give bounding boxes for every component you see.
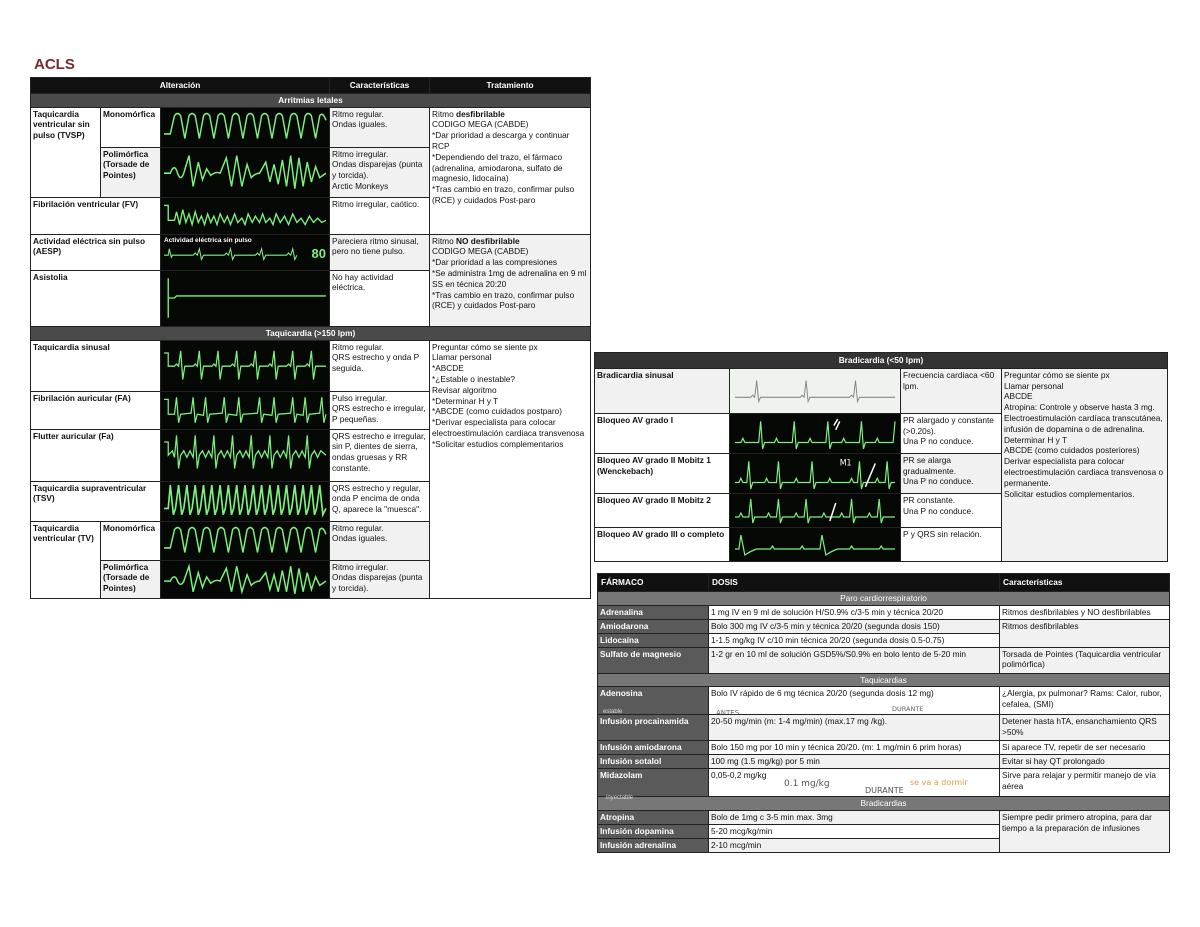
midazolam-durante-note: DURANTE: [865, 786, 904, 795]
ecg-av2m2: [730, 493, 901, 527]
ecg-tvsp-mono: [161, 107, 330, 147]
ecg-trace: [731, 415, 899, 451]
ecg-av2m1: [730, 453, 901, 493]
tachy-treatment: Preguntar cómo se siente px Llamar personal *ABCDE *¿Estable o inestable? Revisar algoritmo *Determinar H y T *ABCDE (como cuidados postparo) *Derivar especialista para colocar electroestimulación cardiaca transvenosa *Solicitar estudios complementarios: [430, 340, 591, 598]
drug-dose: 5-20 mcg/kg/min: [709, 825, 1000, 839]
ecg-trace: [162, 562, 328, 596]
aesp-char: Pareciera ritmo sinusal, pero no tiene pulso.: [330, 234, 430, 270]
ecg-trace: [162, 483, 328, 519]
drug-section-paro: Paro cardiorrespiratorio: [598, 591, 1170, 605]
adenosina-durante-note: DURANTE: [892, 705, 924, 713]
drug-char: Torsada de Pointes (Taquicardia ventricular polimórfica): [1000, 647, 1170, 673]
av1-label: Bloqueo AV grado I: [595, 413, 730, 453]
aesp-monitor-value: 80: [311, 245, 327, 261]
drug-dose: Bolo 150 mg por 10 min y técnica 20/20. (m: 1 mg/min 6 prim horas): [709, 741, 1000, 755]
drug-char: Evitar si hay QT prolongado: [1000, 755, 1170, 769]
drug-char: Si aparece TV, repetir de ser necesario: [1000, 741, 1170, 755]
tv-poly-char: Ritmo irregular. Ondas disparejas (punta y torcida).: [330, 560, 430, 598]
ecg-ts: [161, 340, 330, 391]
drug-dose: Bolo 300 mg IV c/3-5 min y técnica 20/20 (segunda dosis 150): [709, 619, 1000, 633]
ecg-fv: [161, 197, 330, 234]
tv-poly-label: Polimórfica (Torsade de Pointes): [101, 560, 161, 598]
ecg-tsv: [161, 481, 330, 521]
desf-treat-bold: desfibrilable: [456, 108, 505, 119]
tv-mono-char: Ritmo regular. Ondas iguales.: [330, 521, 430, 560]
adenosina-antes-note: ANTES: [716, 709, 740, 717]
av1-char: PR alargado y constante (>0.20s). Una P no conduce.: [901, 413, 1002, 453]
tvsp-label: Taquicardia ventricular sin pulso (TVSP): [31, 107, 101, 197]
fv-label: Fibrilación ventricular (FV): [31, 197, 161, 234]
drug-dose: Bolo de 1mg c 3-5 min max. 3mg: [709, 811, 1000, 825]
tvsp-poly-label: Polimórfica (Torsade de Pointes): [101, 147, 161, 197]
flutter-char: QRS estrecho e irregular, sin P, dientes de sierra, ondas gruesas y RR constante.: [330, 429, 430, 481]
ecg-trace: [162, 523, 328, 557]
ecg-asistolia: [161, 270, 330, 326]
ecg-trace: [731, 529, 899, 559]
drug-header-dosis: DOSIS: [709, 574, 1000, 592]
ecg-sb: [730, 368, 901, 413]
brady-treatment: Preguntar cómo se siente px Llamar personal ABCDE Atropina: Controle y observe hasta 3 mg. Electroestimulación cardíaca transcutánea, infusión de dopamina o de adrenalina. Determinar H y T ABCDE (como cuidados posteriores) Derivar especialista para colocar electroestimulación cardiaca transvenosa o permanente. Solicitar estudios complementarios.: [1002, 368, 1168, 561]
drug-dose: 1 mg IV en 9 ml de solución H/S0.9% c/3-5 min y técnica 20/20: [709, 605, 1000, 619]
sb-label: Bradicardia sinusal: [595, 368, 730, 413]
desf-treat-rest: CODIGO MEGA (CABDE) *Dar prioridad a descarga y continuar RCP *Dependiendo del trazo, el fármaco (adrenalina, amiodarona, sulfato de magnesio, lidocaína) *Tras cambio en trazo, confirmar pulso (RCE) y cuidados Post-paro: [432, 119, 575, 205]
av2m2-char: PR constante. Una P no conduce.: [901, 493, 1002, 527]
header-alteracion: Alteración: [31, 78, 330, 94]
drug-dose: 100 mg (1.5 mg/kg) por 5 min: [709, 755, 1000, 769]
ecg-trace: [731, 455, 899, 491]
ts-label: Taquicardia sinusal: [31, 340, 161, 391]
section-tachy: Taquicardia (>150 lpm): [31, 326, 591, 340]
nodesf-treat-rest: CODIGO MEGA (CABDE) *Dar prioridad a las compresiones *Se administra 1mg de adrenalina en 9 ml SS en técnica 20:20 *Tras cambio en trazo, confirmar pulso (RCE) y cuidados Post-paro: [432, 246, 587, 311]
av2m1-label: Bloqueo AV grado II Mobitz 1 (Wenckebach): [595, 453, 730, 493]
drug-name: Infusión adrenalina: [598, 839, 709, 853]
drug-dose: 1-2 gr en 10 ml de solución GSD5%/S0.9% en bolo lento de 5-20 min: [709, 647, 1000, 673]
drug-name: Infusión procainamida: [598, 715, 709, 741]
ecg-flutter: [161, 429, 330, 481]
drug-char: ¿Alergia, px pulmonar? Rams: Calor, rubor, cefalea, (SMI): [1000, 687, 1170, 715]
ecg-trace: [731, 495, 899, 525]
drug-name: Amiodarona: [598, 619, 709, 633]
drug-brady-char: Siempre pedir primero atropina, para dar tiempo a la preparación de infusiones: [1000, 811, 1170, 853]
drug-char: Detener hasta hTA, ensanchamiento QRS >50%: [1000, 715, 1170, 741]
av2m2-label: Bloqueo AV grado II Mobitz 2: [595, 493, 730, 527]
flutter-label: Flutter auricular (Fa): [31, 429, 161, 481]
drug-dose: 20-50 mg/min (m: 1-4 mg/min) (max.17 mg /kg).: [709, 715, 1000, 741]
aesp-monitor-title: Actividad eléctrica sin pulso: [164, 236, 252, 244]
drug-dose: 0,05-0,2 mg/kg: [709, 769, 1000, 797]
ecg-tv-poly: [161, 560, 330, 598]
header-caracteristicas: Características: [330, 78, 430, 94]
ecg-av3: [730, 527, 901, 561]
drug-dose: Bolo IV rápido de 6 mg técnica 20/20 (segunda dosis 12 mg): [709, 687, 1000, 715]
drug-header-caracteristicas: Características: [1000, 574, 1170, 592]
av2m1-char: PR se alarga gradualmente. Una P no conduce.: [901, 453, 1002, 493]
tvsp-mono-label: Monomórfica: [101, 107, 161, 147]
bradycardia-table: [594, 352, 1168, 562]
sb-char: Frecuencia cardiaca <60 lpm.: [901, 368, 1002, 413]
drug-dose: 2-10 mcg/min: [709, 839, 1000, 853]
page-title: ACLS: [34, 56, 75, 73]
ecg-aesp: [161, 234, 330, 270]
fa-char: Pulso irregular. QRS estrecho e irregular, P pequeñas.: [330, 391, 430, 429]
arrhythmia-table: [30, 77, 591, 599]
tsv-char: QRS estrecho y regular, onda P encima de onda Q, aparece la "muesca".: [330, 481, 430, 521]
desf-treat-pre: Ritmo: [432, 108, 456, 119]
ecg-tvsp-poly: [161, 147, 330, 197]
drug-name: Lidocaína: [598, 633, 709, 647]
ecg-trace: [162, 342, 328, 386]
ecg-trace: [162, 199, 328, 231]
drug-name: Atropina: [598, 811, 709, 825]
drug-char: Sirve para relajar y permitir manejo de vía aérea: [1000, 769, 1170, 797]
ecg-av1: [730, 413, 901, 453]
ecg-trace: [162, 393, 328, 427]
brady-header: Bradicardia (<50 lpm): [595, 353, 1168, 369]
ecg-trace: [162, 109, 328, 143]
drug-name: Infusión amiodarona: [598, 741, 709, 755]
tsv-label: Taquicardia supraventricular (TSV): [31, 481, 161, 521]
drug-char: Ritmos desfibrilables: [1000, 619, 1170, 647]
aesp-label: Actividad eléctrica sin pulso (AESP): [31, 234, 161, 270]
fv-char: Ritmo irregular, caótico.: [330, 197, 430, 234]
drug-name: Sulfato de magnesio: [598, 647, 709, 673]
ecg-fa: [161, 391, 330, 429]
drug-dose: 1-1.5 mg/kg IV c/10 min técnica 20/20 (segunda dosis 0.5-0.75): [709, 633, 1000, 647]
ecg-tv-mono: [161, 521, 330, 560]
nodesf-treat-bold: NO desfibrilable: [456, 235, 520, 246]
nodesf-treatment: [430, 234, 591, 326]
fa-label: Fibrilación auricular (FA): [31, 391, 161, 429]
asistolia-label: Asistolia: [31, 270, 161, 326]
desf-treatment: [430, 107, 591, 234]
tv-mono-label: Monomórfica: [101, 521, 161, 560]
drug-char: Ritmos desfibrilables y NO desfibrilables: [1000, 605, 1170, 619]
ecg-trace: [162, 431, 328, 475]
ecg-trace: [731, 370, 899, 412]
svg-text:M1: M1: [839, 457, 852, 468]
av3-char: P y QRS sin relación.: [901, 527, 1002, 561]
header-tratamiento: Tratamiento: [430, 78, 591, 94]
tvsp-poly-char: Ritmo irregular. Ondas disparejas (punta y torcida). Arctic Monkeys: [330, 147, 430, 197]
midazolam-note: inyectable: [606, 795, 634, 801]
drug-name: Adenosina: [598, 687, 709, 715]
drug-name: Midazolam: [598, 769, 709, 797]
section-lethal: Arritmias letales: [31, 93, 591, 107]
nodesf-treat-pre: Ritmo: [432, 235, 456, 246]
ts-char: Ritmo regular. QRS estrecho y onda P seguida.: [330, 340, 430, 391]
tvsp-mono-char: Ritmo regular. Ondas iguales.: [330, 107, 430, 147]
drug-section-tachy: Taquicardias: [598, 673, 1170, 687]
drug-section-brady: Bradicardias: [598, 797, 1170, 811]
drug-name: Infusión dopamina: [598, 825, 709, 839]
drug-name: Adrenalina: [598, 605, 709, 619]
ecg-trace: [162, 149, 328, 193]
drug-name: Infusión sotalol: [598, 755, 709, 769]
ecg-trace: [162, 272, 328, 324]
tv-label: Taquicardia ventricular (TV): [31, 521, 101, 598]
av3-label: Bloqueo AV grado III o completo: [595, 527, 730, 561]
midazolam-dose-note: 0.1 mg/kg: [784, 779, 830, 789]
midazolam-orange-note: se va a dormir: [910, 778, 968, 787]
adenosina-note: estable: [603, 709, 623, 715]
asistolia-char: No hay actividad eléctrica.: [330, 270, 430, 326]
drug-header-farmaco: FÁRMACO: [598, 574, 709, 592]
drug-table: [597, 573, 1170, 853]
